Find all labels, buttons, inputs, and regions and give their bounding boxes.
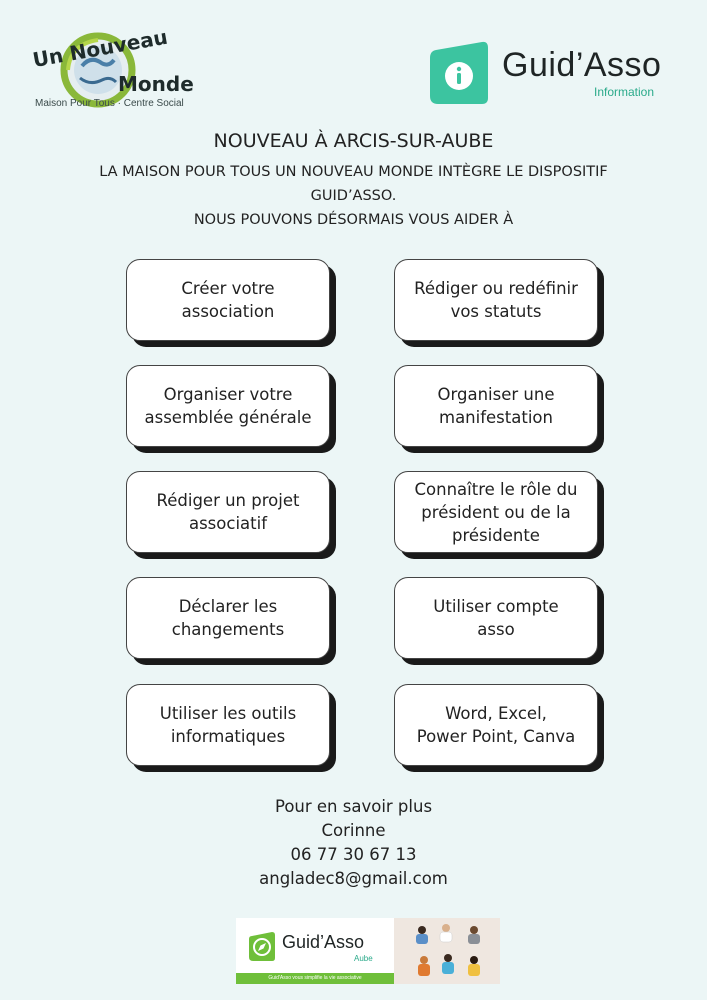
service-card-assemblee-generale [126, 365, 330, 447]
card-text-line: Connaître le rôle du [414, 479, 578, 499]
people-illustration [394, 918, 500, 984]
card-text-line: Rédiger ou redéfinir [414, 279, 578, 298]
logo-subtitle: Maison Pour Tous · Centre Social [35, 98, 184, 109]
card-text-line: association [181, 302, 275, 321]
logo-word-monde: Monde [118, 72, 194, 96]
contact-email[interactable]: angladec8@gmail.com [259, 869, 448, 888]
card-text-line: Utiliser compte [433, 597, 559, 616]
contact-phone[interactable]: 06 77 30 67 13 [290, 845, 417, 864]
card-text-line: Word, Excel, [445, 704, 547, 723]
compass-icon [248, 930, 276, 962]
service-card-word-excel [394, 684, 598, 766]
card-text-line: Utiliser les outils [159, 704, 297, 723]
card-text-line: vos statuts [450, 302, 542, 321]
footer-strip-text: Guid'Asso vous simplifie la vie associative [236, 973, 394, 984]
footer-guidasso-name: Guid’Asso [282, 932, 365, 952]
intro-line-3: NOUS POUVONS DÉSORMAIS VOUS AIDER À [193, 212, 514, 228]
footer-guidasso-logo [236, 918, 394, 984]
guidasso-tagline: Information [594, 85, 655, 99]
card-text-line: Power Point, Canva [416, 727, 576, 746]
card-text-line: Organiser une [437, 385, 555, 404]
logo-un-nouveau-monde [30, 24, 200, 120]
service-card-compte-asso [394, 577, 598, 659]
card-text-line: associatif [188, 514, 267, 533]
info-icon [428, 40, 490, 106]
service-card-creer-association [126, 259, 330, 341]
contact-block [0, 795, 707, 891]
card-text-line: informatiques [170, 727, 286, 746]
card-text-line: Créer votre [181, 279, 275, 298]
service-card-projet-associatif [126, 471, 330, 553]
contact-name: Corinne [321, 821, 386, 840]
card-text-line: président ou de la [421, 502, 571, 522]
page-headline: NOUVEAU À ARCIS-SUR-AUBE [213, 130, 494, 152]
service-card-outils-informatiques [126, 684, 330, 766]
card-text-line: changements [171, 620, 285, 639]
footer-region: Aube [354, 954, 373, 963]
card-text-line: manifestation [439, 408, 553, 427]
service-card-role-president [394, 471, 598, 553]
logo-guidasso [428, 40, 678, 108]
service-card-declarer-changements [126, 577, 330, 659]
card-text-line: présidente [452, 525, 540, 545]
card-text-line: Rédiger un projet [156, 491, 300, 510]
contact-lead: Pour en savoir plus [274, 797, 433, 816]
card-text-line: assemblée générale [144, 408, 312, 427]
intro-line-1: LA MAISON POUR TOUS UN NOUVEAU MONDE INTÈGRE LE DISPOSITIF [99, 164, 608, 180]
intro-text [60, 160, 647, 232]
intro-line-2: GUID’ASSO. [310, 188, 397, 204]
guidasso-name: Guid’Asso [502, 46, 662, 84]
logo-word-un-nouveau: Un Nouveau [30, 24, 170, 73]
card-text-line: Déclarer les [178, 597, 278, 616]
service-card-rediger-statuts [394, 259, 598, 341]
card-text-line: asso [477, 620, 515, 639]
service-card-manifestation [394, 365, 598, 447]
footer-banner [236, 918, 500, 984]
card-text-line: Organiser votre [163, 385, 293, 404]
